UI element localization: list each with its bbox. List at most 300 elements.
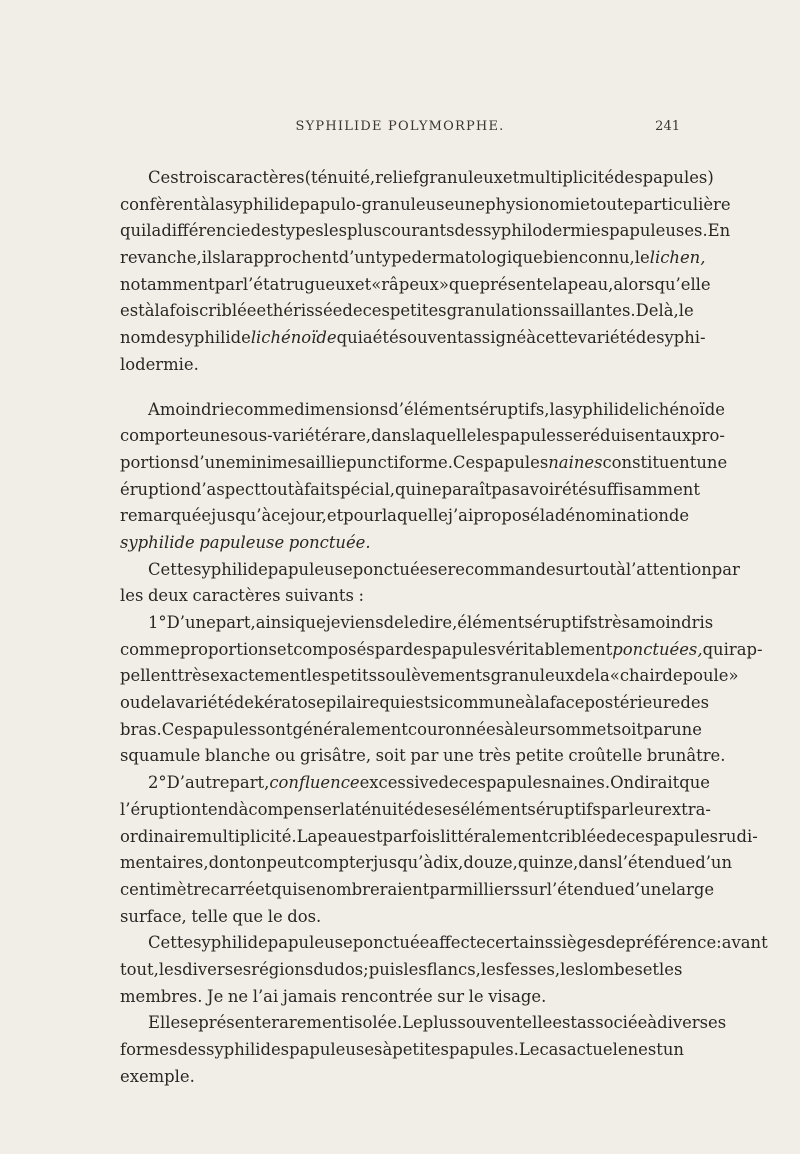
- word: Le: [518, 1040, 540, 1059]
- word: rapprochent: [235, 248, 339, 268]
- word: blanche: [204, 746, 271, 766]
- word: papules: [499, 426, 565, 446]
- word: les: [480, 959, 505, 979]
- word: dans: [578, 853, 618, 873]
- word: spécial,: [331, 479, 396, 499]
- italic-word: confluence: [269, 773, 360, 793]
- italic-word: lichénoïde: [250, 328, 337, 348]
- word: Cette: [148, 559, 194, 579]
- paragraph: [120, 1010, 727, 1090]
- word: dans: [371, 426, 411, 446]
- word: dermatologique: [411, 248, 543, 268]
- word: Ces: [452, 452, 484, 472]
- word: toute: [589, 194, 634, 214]
- text-line: [120, 1064, 682, 1091]
- word: de: [662, 666, 683, 686]
- word: qui: [379, 693, 406, 713]
- italic-word: syphilide: [120, 532, 195, 552]
- word: leur: [513, 719, 548, 739]
- word: a: [362, 328, 373, 348]
- word: est: [552, 1013, 578, 1033]
- word: visage.: [488, 986, 547, 1006]
- text-line: [120, 423, 725, 450]
- word: par: [600, 799, 629, 819]
- word: et: [254, 879, 272, 899]
- word: très: [177, 666, 211, 686]
- word: comme: [120, 639, 180, 659]
- word: des: [177, 1040, 207, 1059]
- word: remarquée: [120, 506, 212, 526]
- word: multiplicité: [519, 168, 615, 187]
- word: l’ai: [252, 986, 279, 1006]
- word: »: [728, 666, 739, 686]
- word: la: [594, 666, 610, 686]
- word: de: [668, 506, 690, 526]
- word: criblée: [199, 301, 257, 321]
- word: été: [372, 328, 399, 348]
- word: souvent: [398, 328, 464, 348]
- word: qu’elle: [654, 274, 711, 294]
- text-line: [120, 165, 714, 192]
- word: brunâtre.: [646, 746, 726, 766]
- word: la: [160, 693, 176, 713]
- word: saillantes.: [551, 301, 636, 321]
- word: ou: [274, 746, 296, 766]
- word: syphilide: [564, 399, 640, 419]
- word: jamais: [282, 986, 337, 1006]
- word: squamule: [120, 746, 201, 766]
- word: mentaires,: [120, 853, 209, 873]
- word: soit: [375, 746, 406, 766]
- word: et: [642, 959, 660, 979]
- word: Cette: [148, 933, 194, 953]
- word: papules: [483, 452, 549, 472]
- word: peut: [266, 853, 304, 873]
- word: des: [454, 221, 484, 241]
- word: à: [294, 479, 305, 499]
- word: dix,: [433, 853, 464, 873]
- word: la: [549, 399, 565, 419]
- word: de: [140, 693, 161, 713]
- word: type: [375, 248, 412, 268]
- word: proposé: [473, 506, 540, 526]
- word: dimensions: [294, 399, 389, 419]
- word: syphilide: [193, 933, 268, 953]
- word: couronnées: [407, 719, 505, 739]
- word: trois: [178, 168, 217, 187]
- word: par: [214, 274, 243, 294]
- word: multiplicité.: [196, 826, 297, 846]
- word: là,: [658, 301, 679, 321]
- text-line: [120, 824, 758, 851]
- word: souvent: [457, 1013, 523, 1033]
- word: et: [276, 639, 294, 659]
- italic-word: naines: [548, 452, 603, 472]
- text-line: [120, 770, 710, 797]
- word: jour,: [290, 506, 327, 526]
- word: grisâtre,: [299, 746, 372, 766]
- text-line: [120, 1010, 727, 1037]
- word: telle: [191, 906, 228, 926]
- word: »: [438, 274, 449, 294]
- word: croûtelle: [568, 746, 643, 766]
- word: papules: [192, 719, 258, 739]
- paragraph: [120, 770, 758, 930]
- word: :: [358, 586, 364, 606]
- word: criblée: [548, 826, 606, 846]
- word: par: [643, 719, 672, 739]
- word: exactement: [210, 666, 307, 686]
- word: de: [605, 826, 627, 846]
- word: une: [454, 194, 486, 214]
- word: est: [120, 301, 145, 321]
- text-line: [120, 352, 682, 379]
- word: véritablement: [496, 639, 613, 659]
- word: rap-: [728, 639, 763, 659]
- word: à: [616, 559, 626, 579]
- word: papuleuse: [267, 559, 353, 579]
- word: éruption: [120, 479, 191, 499]
- word: D’autre: [166, 773, 230, 793]
- word: est: [405, 693, 431, 713]
- word: centimètre: [120, 879, 211, 899]
- text-line: [120, 325, 706, 352]
- word: papules): [642, 168, 714, 187]
- word: que: [232, 906, 264, 926]
- text-line: [120, 877, 715, 904]
- word: présente: [198, 1013, 272, 1033]
- word: la: [534, 693, 550, 713]
- word: face: [549, 693, 585, 713]
- word: syphilodermies: [483, 221, 610, 241]
- word: en: [617, 1040, 639, 1059]
- word: ce: [271, 506, 291, 526]
- word: de: [438, 773, 459, 793]
- word: compenser: [248, 799, 340, 819]
- word: notamment: [120, 274, 215, 294]
- word: et: [502, 168, 520, 187]
- word: hérissée: [272, 301, 343, 321]
- word: 1°: [148, 613, 167, 632]
- word: est: [638, 1040, 663, 1059]
- word: si: [430, 693, 444, 713]
- word: associée: [577, 1013, 648, 1033]
- word: à: [524, 693, 535, 713]
- word: la: [146, 221, 162, 241]
- word: qui: [702, 639, 729, 659]
- word: alors: [613, 274, 655, 294]
- word: confèrent: [120, 194, 201, 214]
- word: fois: [169, 301, 200, 321]
- word: l’attention: [625, 559, 712, 579]
- text-line: [120, 984, 682, 1011]
- text-line: [120, 743, 726, 770]
- word: d’éléments: [388, 399, 480, 419]
- text-line: [120, 930, 768, 957]
- word: nombreraient: [315, 879, 430, 899]
- word: punctiforme.: [346, 452, 453, 472]
- word: variété: [175, 693, 234, 713]
- word: syphilides: [206, 1040, 290, 1059]
- word: le: [468, 986, 484, 1006]
- word: d’un: [338, 248, 376, 268]
- word: petites: [389, 301, 447, 321]
- word: ordinaire: [120, 826, 197, 846]
- word: syphilide: [224, 194, 300, 214]
- word: la: [154, 301, 170, 321]
- word: paraît: [441, 479, 492, 499]
- word: par: [374, 639, 403, 659]
- word: milliers: [457, 879, 520, 899]
- word: petites: [392, 1040, 449, 1059]
- word: papuleuses: [289, 1040, 383, 1059]
- word: à: [647, 1013, 658, 1033]
- word: se: [429, 559, 448, 579]
- word: plus: [347, 221, 382, 241]
- word: est: [357, 826, 383, 846]
- word: présente: [479, 274, 553, 294]
- word: suivants: [285, 586, 354, 606]
- word: éruptifs: [532, 613, 598, 632]
- word: rarement: [271, 1013, 349, 1033]
- word: certains: [485, 933, 554, 953]
- word: viens: [340, 613, 384, 632]
- word: isolée.: [348, 1013, 403, 1033]
- text-line: [120, 298, 694, 325]
- word: très: [478, 746, 511, 766]
- word: granuleux: [418, 168, 503, 187]
- word: sur: [437, 986, 465, 1006]
- word: dénomination: [554, 506, 669, 526]
- word: bras.: [120, 719, 162, 739]
- text-line: [120, 245, 706, 272]
- word: de: [635, 328, 657, 348]
- word: papules: [485, 773, 551, 793]
- word: des: [250, 221, 280, 241]
- word: surtout: [555, 559, 617, 579]
- text-line: [120, 477, 700, 504]
- running-head: [120, 117, 680, 139]
- word: se: [297, 879, 316, 899]
- word: douze,: [463, 853, 518, 873]
- word: de: [342, 301, 363, 321]
- word: dont: [208, 853, 247, 873]
- word: lombes: [583, 959, 643, 979]
- word: pas: [491, 479, 520, 499]
- word: qui: [120, 221, 147, 241]
- word: pellent: [120, 666, 178, 686]
- word: cette: [536, 328, 578, 348]
- word: rencontrée: [341, 986, 433, 1006]
- word: réduisent: [582, 426, 662, 446]
- word: laquelle: [381, 506, 448, 526]
- word: actuel: [566, 1040, 618, 1059]
- word: peau: [317, 826, 358, 846]
- word: et: [326, 506, 344, 526]
- word: dire,: [418, 613, 458, 632]
- text-line: [120, 663, 739, 690]
- word: le: [678, 301, 694, 321]
- word: ces: [626, 826, 654, 846]
- word: Ces: [161, 719, 193, 739]
- text-line: [120, 610, 714, 637]
- word: caractères: [216, 168, 305, 187]
- word: chair: [619, 666, 663, 686]
- word: des: [402, 639, 432, 659]
- italic-word: papuleuse: [199, 532, 285, 552]
- word: différencie: [161, 221, 251, 241]
- word: granulations: [446, 301, 552, 321]
- word: rugueux: [285, 274, 355, 294]
- word: syphilide: [193, 559, 268, 579]
- word: 2°: [148, 773, 167, 793]
- word: saillie: [297, 452, 347, 472]
- word: ils: [201, 248, 221, 268]
- word: poule: [682, 666, 729, 686]
- word: composés: [293, 639, 375, 659]
- word: ses: [433, 799, 461, 819]
- word: à: [200, 194, 210, 214]
- word: revanche,: [120, 248, 202, 268]
- word: fait: [304, 479, 332, 499]
- word: rudi-: [718, 826, 758, 846]
- word: une: [199, 426, 230, 446]
- word: et: [354, 274, 372, 294]
- word: sur: [519, 879, 547, 899]
- word: à: [144, 301, 155, 321]
- word: avant: [721, 933, 768, 953]
- word: des: [614, 168, 643, 187]
- word: le: [403, 613, 419, 632]
- word: cas: [539, 1040, 567, 1059]
- word: sièges: [553, 933, 606, 953]
- word: petits: [330, 666, 378, 686]
- word: de: [574, 666, 595, 686]
- word: soulèvements: [377, 666, 491, 686]
- word: sommet: [547, 719, 613, 739]
- word: se: [564, 426, 583, 446]
- word: ténuité: [354, 799, 414, 819]
- word: l’étendue: [546, 879, 625, 899]
- word: ne: [421, 479, 442, 499]
- word: plus: [422, 1013, 458, 1033]
- word: relief: [375, 168, 419, 187]
- word: les: [306, 666, 331, 686]
- text-line: [120, 192, 731, 219]
- word: constituent: [602, 452, 697, 472]
- word: ponctuée: [352, 933, 430, 953]
- word: part,: [229, 773, 270, 793]
- word: de: [605, 933, 626, 953]
- word: l’étendue: [617, 853, 696, 873]
- word: affecte: [429, 933, 486, 953]
- word: éruptifs,: [479, 399, 550, 419]
- word: carré: [210, 879, 255, 899]
- word: les: [560, 959, 584, 979]
- word: à: [504, 719, 514, 739]
- word: la: [209, 194, 225, 214]
- word: papules: [653, 826, 719, 846]
- word: compter: [303, 853, 374, 873]
- word: le: [634, 248, 650, 268]
- word: par: [711, 559, 740, 579]
- text-line: [120, 1037, 682, 1064]
- word: les: [403, 959, 427, 979]
- word: bien: [542, 248, 579, 268]
- text-line: [120, 397, 725, 424]
- word: formes: [120, 1040, 178, 1059]
- word: jusqu’à: [211, 506, 272, 526]
- body-text: [120, 165, 768, 1090]
- word: éruptifs: [535, 799, 601, 819]
- word: :: [716, 933, 722, 953]
- text-line: [120, 218, 731, 245]
- word: une: [443, 746, 474, 766]
- word: pilaire: [325, 693, 380, 713]
- text-line: [120, 904, 682, 931]
- word: l’éruption: [120, 799, 202, 819]
- word: très: [597, 613, 631, 632]
- text-line: [120, 797, 711, 824]
- word: nom: [120, 328, 156, 348]
- word: et: [256, 301, 273, 321]
- word: Elle: [148, 1013, 181, 1033]
- word: leur: [628, 799, 663, 819]
- italic-word: lichen,: [649, 248, 706, 268]
- text-line: [120, 637, 763, 664]
- italic-word: ponctuées,: [612, 639, 703, 659]
- word: assigné: [463, 328, 527, 348]
- paragraph: [120, 397, 728, 557]
- word: ou: [120, 693, 141, 713]
- word: granuleux: [490, 666, 575, 686]
- paragraph: [120, 557, 740, 610]
- word: un: [662, 1040, 684, 1059]
- word: j’ai: [447, 506, 474, 526]
- word: elle: [522, 1013, 553, 1033]
- word: soit: [612, 719, 644, 739]
- running-title: SYPHILIDE POLYMORPHE.: [295, 119, 505, 134]
- word: papuleuse: [267, 933, 353, 953]
- word: d’une: [624, 879, 672, 899]
- word: ces: [362, 301, 390, 321]
- word: les: [120, 586, 144, 606]
- word: tend: [201, 799, 239, 819]
- word: surface,: [120, 906, 187, 926]
- word: pour: [343, 506, 382, 526]
- word: tout,: [120, 959, 159, 979]
- word: types: [279, 221, 324, 241]
- word: régions: [251, 959, 314, 979]
- word: «: [371, 274, 382, 294]
- word: se: [180, 1013, 199, 1033]
- word: les: [323, 221, 348, 241]
- word: courants: [381, 221, 455, 241]
- word: recommande: [447, 559, 556, 579]
- text-line: [120, 557, 740, 584]
- word: à: [382, 1040, 393, 1059]
- word: naines.: [550, 773, 611, 793]
- word: papules.: [448, 1040, 519, 1059]
- word: physionomie: [485, 194, 590, 214]
- word: généralement: [292, 719, 408, 739]
- word: éléments: [460, 799, 536, 819]
- word: une: [671, 719, 702, 739]
- word: D’une: [166, 613, 216, 632]
- word: large: [671, 879, 715, 899]
- word: aux: [661, 426, 692, 446]
- word: comporte: [120, 426, 200, 446]
